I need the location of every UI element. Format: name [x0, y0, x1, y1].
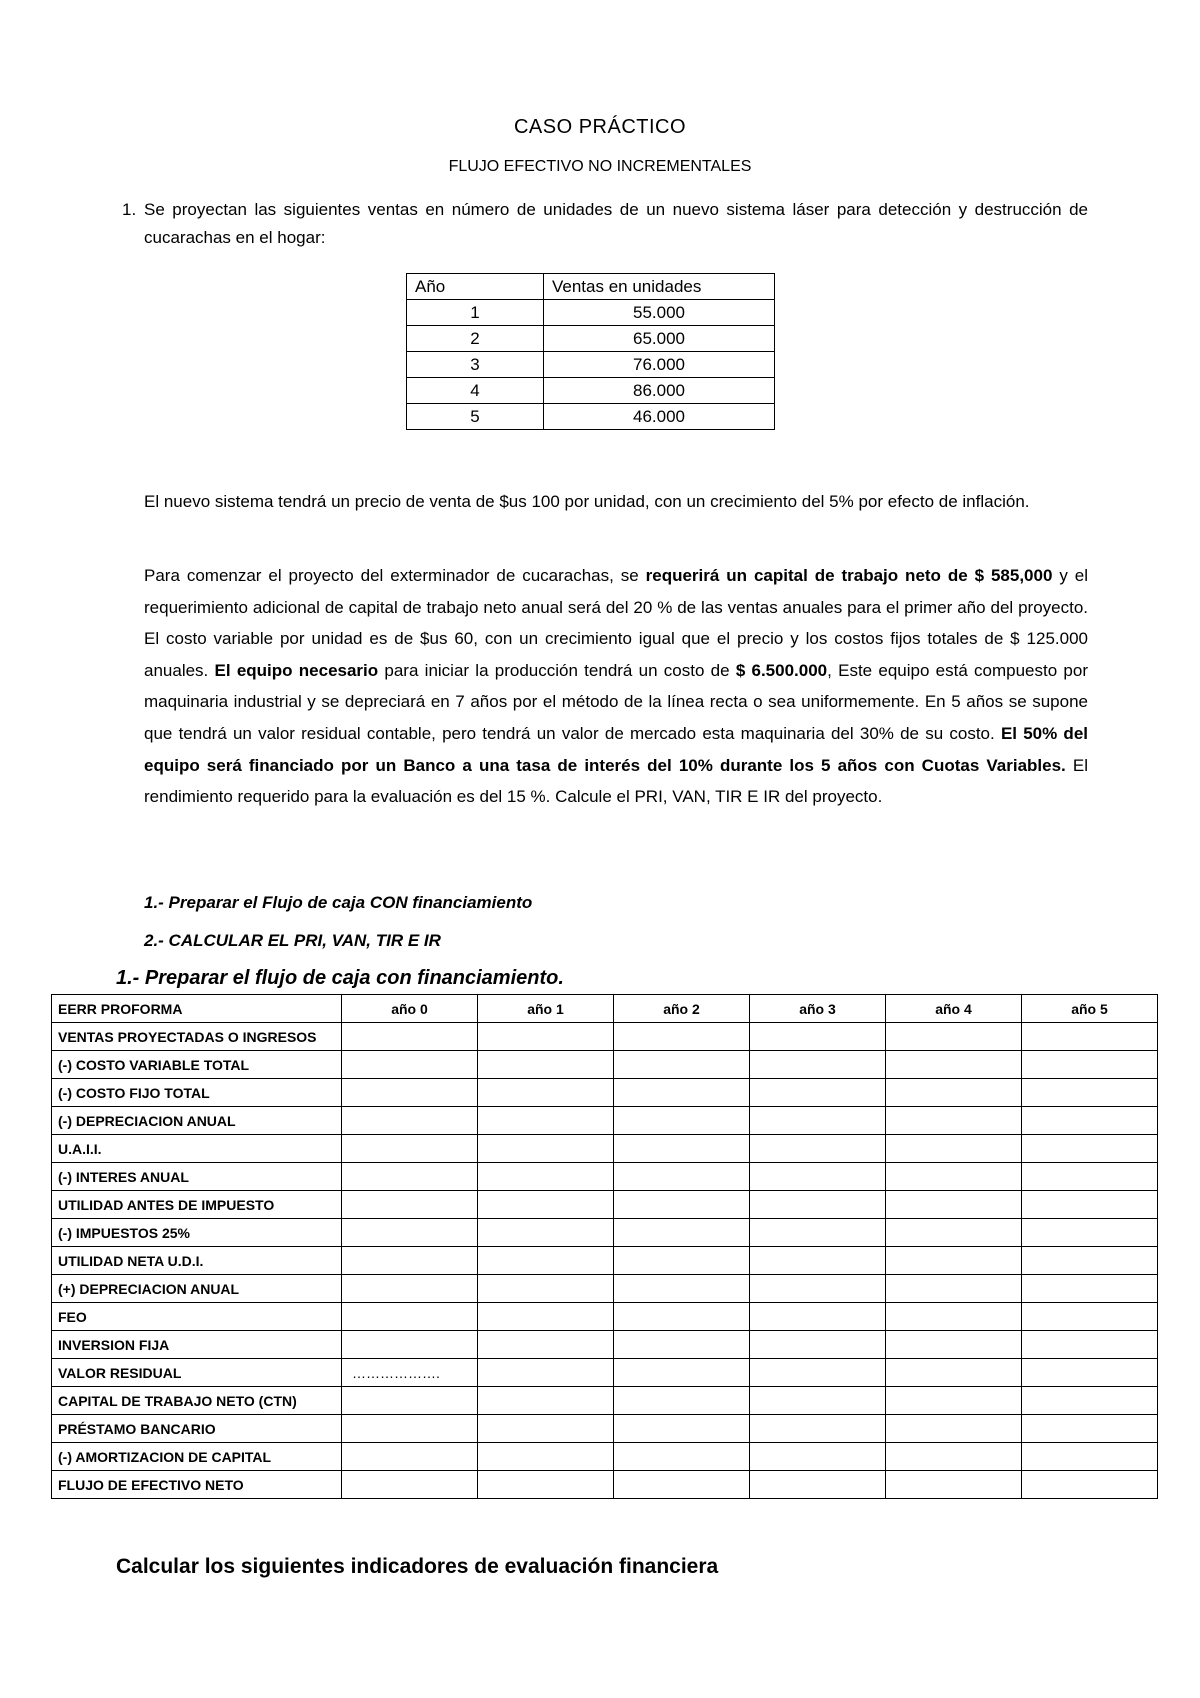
table-row — [52, 1219, 1158, 1247]
row-label: (-) AMORTIZACION DE CAPITAL — [52, 1443, 342, 1471]
paragraph-text: y el requerimiento adicional de capital de trabajo neto anual será del 20 % de las ventas anuales para el primer año del proyecto. El costo variable por unidad es de $us 60, con un crecimiento igual que el precio y los costos fijos totales de $ 125.000 anuales. — [144, 566, 1088, 680]
row-label: FLUJO DE EFECTIVO NETO — [52, 1471, 342, 1499]
paragraph-text: El rendimiento requerido para la evaluación es del 15 %. Calcule el PRI, VAN, TIR E IR del proyecto. — [144, 755, 1089, 807]
empty-cell[interactable] — [1022, 1415, 1158, 1443]
empty-cell[interactable] — [1022, 1331, 1158, 1359]
row-label: (-) DEPRECIACION ANUAL — [52, 1107, 342, 1135]
table-row — [52, 1387, 1158, 1415]
empty-cell[interactable] — [750, 1443, 886, 1471]
task-1: 1.- Preparar el Flujo de caja CON financiamiento — [144, 893, 533, 912]
empty-cell[interactable] — [478, 1051, 614, 1079]
empty-cell[interactable] — [614, 1471, 750, 1499]
empty-cell[interactable] — [886, 1219, 1022, 1247]
paragraph-text: Para comenzar el proyecto del exterminador de cucarachas, se — [144, 566, 646, 585]
empty-cell[interactable] — [1022, 1471, 1158, 1499]
header-year-3: año 3 — [750, 995, 886, 1023]
row-label: (-) COSTO VARIABLE TOTAL — [52, 1051, 342, 1079]
empty-cell[interactable] — [478, 1023, 614, 1051]
valor-residual-year0-cell[interactable] — [342, 1359, 478, 1387]
empty-cell[interactable] — [478, 1443, 614, 1471]
empty-cell[interactable] — [886, 1415, 1022, 1443]
empty-cell[interactable] — [886, 1135, 1022, 1163]
problem-statement — [122, 196, 1088, 252]
empty-cell[interactable] — [750, 1359, 886, 1387]
cell-year: 5 — [407, 404, 544, 430]
empty-cell[interactable] — [478, 1275, 614, 1303]
empty-cell[interactable] — [886, 1471, 1022, 1499]
cash-flow-table — [51, 994, 1158, 1499]
empty-cell[interactable] — [886, 1359, 1022, 1387]
header-label: EERR PROFORMA — [52, 995, 342, 1023]
empty-cell[interactable] — [614, 1023, 750, 1051]
empty-cell[interactable] — [342, 1163, 478, 1191]
empty-cell[interactable] — [478, 1359, 614, 1387]
header-year-2: año 2 — [614, 995, 750, 1023]
empty-cell[interactable] — [478, 1079, 614, 1107]
empty-cell[interactable] — [478, 1163, 614, 1191]
section-heading: 1.- Preparar el flujo de caja con financiamiento. — [116, 967, 564, 989]
empty-cell[interactable] — [478, 1303, 614, 1331]
empty-cell[interactable] — [342, 1415, 478, 1443]
empty-cell[interactable] — [1022, 1303, 1158, 1331]
empty-cell[interactable] — [886, 1303, 1022, 1331]
empty-cell[interactable] — [750, 1275, 886, 1303]
row-label: (-) INTERES ANUAL — [52, 1163, 342, 1191]
empty-cell[interactable] — [614, 1051, 750, 1079]
empty-cell[interactable] — [342, 1443, 478, 1471]
empty-cell[interactable] — [614, 1275, 750, 1303]
paragraph-text: , Este equipo está compuesto por maquinaria industrial y se depreciará en 7 años por el método de la línea recta o sea uniformemente. En 5 años se supone que tendrá un valor residual contable, pero tendrá un valor de mercado esta maquinaria del 30% de su costo. — [144, 660, 1088, 743]
table-row — [52, 1191, 1158, 1219]
header-year-5: año 5 — [1022, 995, 1158, 1023]
paragraph-bold-text: El 50% del equipo será financiado por un Banco a una tasa de interés del 10% durante los 5 años con Cuotas Variables. — [144, 723, 1088, 775]
sales-table-header — [407, 274, 775, 300]
empty-cell[interactable] — [750, 1387, 886, 1415]
row-label: (+) DEPRECIACION ANUAL — [52, 1275, 342, 1303]
page-subtitle: FLUJO EFECTIVO NO INCREMENTALES — [448, 158, 752, 175]
task-2: 2.- CALCULAR EL PRI, VAN, TIR E IR — [144, 931, 441, 950]
empty-cell[interactable] — [750, 1079, 886, 1107]
cash-flow-header — [52, 995, 1158, 1023]
price-paragraph: El nuevo sistema tendrá un precio de venta de $us 100 por unidad, con un crecimiento del 5% por efecto de inflación. — [144, 492, 1030, 511]
paragraph-text: para iniciar la producción tendrá un costo de — [378, 660, 736, 680]
empty-cell[interactable] — [750, 1471, 886, 1499]
header-year-4: año 4 — [886, 995, 1022, 1023]
empty-cell[interactable] — [1022, 1163, 1158, 1191]
table-row — [52, 1107, 1158, 1135]
row-label: UTILIDAD ANTES DE IMPUESTO — [52, 1191, 342, 1219]
empty-cell[interactable] — [886, 1079, 1022, 1107]
empty-cell[interactable] — [1022, 1219, 1158, 1247]
header-year-0: año 0 — [342, 995, 478, 1023]
row-label: INVERSION FIJA — [52, 1331, 342, 1359]
empty-cell[interactable] — [614, 1219, 750, 1247]
empty-cell[interactable] — [342, 1247, 478, 1275]
row-label: (-) IMPUESTOS 25% — [52, 1219, 342, 1247]
empty-cell[interactable] — [478, 1191, 614, 1219]
table-row — [52, 1051, 1158, 1079]
cell-year: 4 — [407, 378, 544, 404]
empty-cell[interactable] — [750, 1219, 886, 1247]
empty-cell[interactable] — [342, 1331, 478, 1359]
empty-cell[interactable] — [1022, 1107, 1158, 1135]
cell-units: 76.000 — [544, 352, 775, 378]
table-row — [407, 404, 775, 430]
table-row — [52, 1471, 1158, 1499]
empty-cell[interactable] — [1022, 1135, 1158, 1163]
table-row — [52, 1303, 1158, 1331]
empty-cell[interactable] — [886, 1191, 1022, 1219]
table-row — [407, 326, 775, 352]
empty-cell[interactable] — [478, 1331, 614, 1359]
empty-cell[interactable] — [750, 1191, 886, 1219]
cell-units: 55.000 — [544, 300, 775, 326]
empty-cell[interactable] — [478, 1135, 614, 1163]
empty-cell[interactable] — [342, 1107, 478, 1135]
row-label: CAPITAL DE TRABAJO NETO (CTN) — [52, 1387, 342, 1415]
empty-cell[interactable] — [1022, 1079, 1158, 1107]
cell-units: 46.000 — [544, 404, 775, 430]
cell-year: 3 — [407, 352, 544, 378]
table-row — [52, 1163, 1158, 1191]
empty-cell[interactable] — [1022, 1023, 1158, 1051]
empty-cell[interactable] — [478, 1247, 614, 1275]
empty-cell[interactable] — [750, 1331, 886, 1359]
table-row — [407, 300, 775, 326]
empty-cell[interactable] — [886, 1107, 1022, 1135]
empty-cell[interactable] — [1022, 1275, 1158, 1303]
empty-cell[interactable] — [478, 1415, 614, 1443]
paragraph-bold-text: $ 6.500.000 — [735, 660, 828, 680]
row-label: PRÉSTAMO BANCARIO — [52, 1415, 342, 1443]
empty-cell[interactable] — [750, 1051, 886, 1079]
empty-cell[interactable] — [614, 1247, 750, 1275]
sales-table — [406, 273, 775, 430]
table-row — [52, 1443, 1158, 1471]
empty-cell[interactable] — [342, 1191, 478, 1219]
paragraph-bold-text: El equipo necesario — [214, 660, 379, 680]
item-text: Se proyectan las siguientes ventas en número de unidades de un nuevo sistema láser para detección y destrucción de cucarachas en el hogar: — [144, 200, 1088, 247]
row-label: UTILIDAD NETA U.D.I. — [52, 1247, 342, 1275]
dotted-placeholder: ………………. — [352, 1364, 440, 1381]
empty-cell[interactable] — [614, 1107, 750, 1135]
empty-cell[interactable] — [614, 1303, 750, 1331]
empty-cell[interactable] — [342, 1303, 478, 1331]
empty-cell[interactable] — [886, 1443, 1022, 1471]
cell-year: 1 — [407, 300, 544, 326]
row-label: (-) COSTO FIJO TOTAL — [52, 1079, 342, 1107]
row-label: U.A.I.I. — [52, 1135, 342, 1163]
empty-cell[interactable] — [342, 1219, 478, 1247]
empty-cell[interactable] — [478, 1471, 614, 1499]
empty-cell[interactable] — [886, 1051, 1022, 1079]
empty-cell[interactable] — [614, 1387, 750, 1415]
table-row — [52, 1331, 1158, 1359]
cell-units: 86.000 — [544, 378, 775, 404]
empty-cell[interactable] — [1022, 1051, 1158, 1079]
paragraph-bold-text: requerirá un capital de trabajo neto de $ 585,000 — [645, 566, 1053, 585]
empty-cell[interactable] — [614, 1163, 750, 1191]
empty-cell[interactable] — [478, 1107, 614, 1135]
table-row — [52, 1275, 1158, 1303]
empty-cell[interactable] — [614, 1079, 750, 1107]
empty-cell[interactable] — [1022, 1247, 1158, 1275]
empty-cell[interactable] — [886, 1163, 1022, 1191]
header-units: Ventas en unidades — [544, 274, 775, 300]
row-label: FEO — [52, 1303, 342, 1331]
row-label: VALOR RESIDUAL — [52, 1359, 342, 1387]
item-number: 1. — [122, 200, 137, 219]
empty-cell[interactable] — [342, 1471, 478, 1499]
empty-cell[interactable] — [478, 1219, 614, 1247]
table-row — [52, 1247, 1158, 1275]
cell-units: 65.000 — [544, 326, 775, 352]
table-row — [52, 1135, 1158, 1163]
table-row — [52, 1415, 1158, 1443]
table-row — [407, 352, 775, 378]
table-row — [52, 1079, 1158, 1107]
empty-cell[interactable] — [750, 1247, 886, 1275]
empty-cell[interactable] — [886, 1023, 1022, 1051]
empty-cell[interactable] — [886, 1331, 1022, 1359]
table-row — [52, 1023, 1158, 1051]
empty-cell[interactable] — [342, 1135, 478, 1163]
empty-cell[interactable] — [1022, 1443, 1158, 1471]
header-year: Año — [407, 274, 544, 300]
empty-cell[interactable] — [342, 1079, 478, 1107]
cell-year: 2 — [407, 326, 544, 352]
empty-cell[interactable] — [750, 1163, 886, 1191]
empty-cell[interactable] — [1022, 1191, 1158, 1219]
header-year-1: año 1 — [478, 995, 614, 1023]
table-row — [407, 378, 775, 404]
table-row — [52, 1359, 1158, 1387]
empty-cell[interactable] — [886, 1247, 1022, 1275]
empty-cell[interactable] — [614, 1359, 750, 1387]
empty-cell[interactable] — [614, 1443, 750, 1471]
empty-cell[interactable] — [750, 1303, 886, 1331]
empty-cell[interactable] — [750, 1023, 886, 1051]
empty-cell[interactable] — [342, 1275, 478, 1303]
empty-cell[interactable] — [750, 1135, 886, 1163]
empty-cell[interactable] — [886, 1387, 1022, 1415]
empty-cell[interactable] — [614, 1135, 750, 1163]
empty-cell[interactable] — [614, 1191, 750, 1219]
page-title: CASO PRÁCTICO — [513, 116, 687, 138]
empty-cell[interactable] — [1022, 1359, 1158, 1387]
row-label: VENTAS PROYECTADAS O INGRESOS — [52, 1023, 342, 1051]
empty-cell[interactable] — [342, 1023, 478, 1051]
empty-cell[interactable] — [750, 1107, 886, 1135]
empty-cell[interactable] — [886, 1275, 1022, 1303]
empty-cell[interactable] — [750, 1415, 886, 1443]
empty-cell[interactable] — [342, 1051, 478, 1079]
project-paragraph — [144, 560, 1088, 813]
indicators-heading: Calcular los siguientes indicadores de evaluación financiera — [116, 1555, 719, 1578]
empty-cell[interactable] — [478, 1387, 614, 1415]
empty-cell[interactable] — [614, 1331, 750, 1359]
empty-cell[interactable] — [342, 1387, 478, 1415]
empty-cell[interactable] — [614, 1415, 750, 1443]
empty-cell[interactable] — [1022, 1387, 1158, 1415]
